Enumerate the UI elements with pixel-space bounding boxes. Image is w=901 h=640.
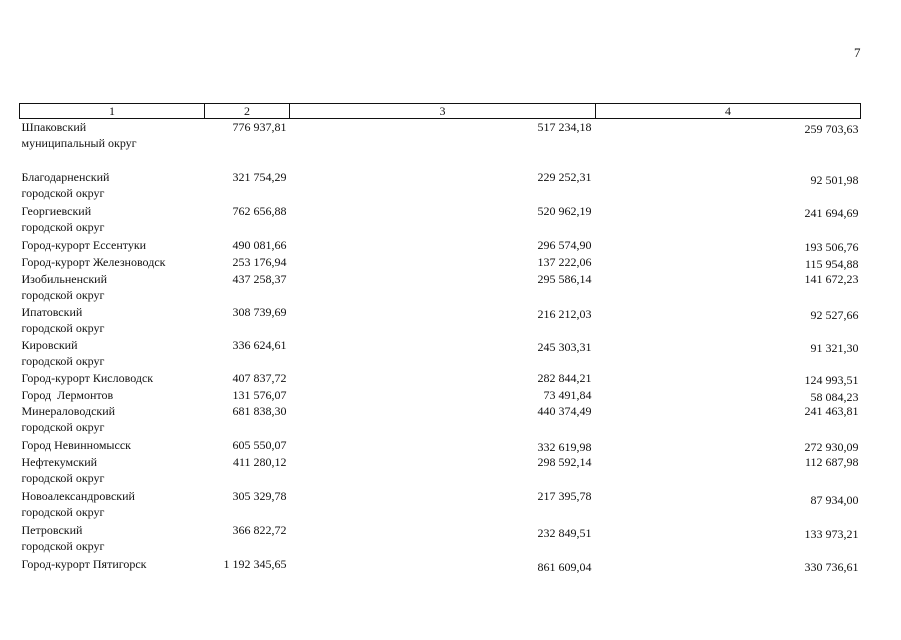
value-col-3: [290, 522, 596, 556]
budget-table: [19, 103, 861, 576]
value-col-3: 440 374,49: [537, 404, 592, 418]
value-col-4-text: 58 084,23: [810, 390, 859, 404]
page-number: 7: [854, 45, 861, 60]
table-row: [20, 254, 861, 271]
value-col-4: 241 463,81: [804, 404, 859, 418]
value-col-3: 282 844,21: [537, 371, 592, 385]
value-col-4: [596, 522, 861, 556]
budget-table-container: [19, 103, 860, 576]
municipality-name: [20, 488, 205, 522]
value-col-4: [596, 169, 861, 203]
municipality-name-line1: Новоалександровский: [21, 489, 135, 503]
column-header-3: 3: [290, 104, 596, 119]
value-col-3: 137 222,06: [537, 255, 592, 269]
municipality-name-line1: Георгиевский: [21, 204, 92, 218]
municipality-name-line1: Шпаковский: [21, 120, 87, 134]
value-col-2: 776 937,81: [232, 120, 287, 134]
municipality-name: [20, 119, 205, 170]
column-header-2: 2: [205, 104, 290, 119]
value-col-4: [596, 556, 861, 576]
value-col-2: 1 192 345,65: [223, 557, 287, 571]
table-row: [20, 556, 861, 576]
value-col-3-text: 861 609,04: [537, 560, 592, 574]
value-col-4-text: 133 973,21: [804, 527, 859, 541]
value-col-4-text: 272 930,09: [804, 440, 859, 454]
municipality-name: [20, 203, 205, 237]
value-col-2: 437 258,37: [232, 272, 287, 286]
value-col-4-text: 241 694,69: [804, 206, 859, 220]
value-col-2: 308 739,69: [232, 305, 287, 319]
table-row: [20, 522, 861, 556]
value-col-2: 411 280,12: [232, 455, 287, 469]
value-col-3: [290, 437, 596, 454]
value-col-4: [596, 370, 861, 387]
table-row: [20, 203, 861, 237]
value-col-4-text: 87 934,00: [810, 493, 859, 507]
table-row: [20, 437, 861, 454]
municipality-name: Город-курорт Кисловодск: [21, 371, 154, 385]
value-col-4-text: 330 736,61: [804, 560, 859, 574]
value-col-4: [596, 119, 861, 170]
table-row: [20, 454, 861, 488]
municipality-name: [20, 337, 205, 370]
table-row: [20, 370, 861, 387]
column-header-4: 4: [596, 104, 861, 119]
header-row: [20, 104, 861, 119]
table-row: [20, 237, 861, 254]
value-col-4: [596, 488, 861, 522]
value-col-3-text: 332 619,98: [537, 440, 592, 454]
value-col-4: [596, 203, 861, 237]
value-col-4-text: 124 993,51: [804, 373, 859, 387]
value-col-3-text: 232 849,51: [537, 526, 592, 540]
value-col-3: 73 491,84: [543, 388, 592, 402]
value-col-3: [290, 304, 596, 337]
value-col-2: 407 837,72: [232, 371, 287, 385]
municipality-name-line1: Минераловодский: [21, 404, 116, 418]
municipality-name-line1: Ипатовский: [21, 305, 83, 319]
municipality-name-line2: городской округ: [21, 420, 105, 434]
value-col-4-text: 115 954,88: [804, 257, 859, 271]
municipality-name-line2: городской округ: [21, 354, 105, 368]
municipality-name: [20, 454, 205, 488]
municipality-name: Город-курорт Ессентуки: [21, 238, 147, 252]
value-col-2: 681 838,30: [232, 404, 287, 418]
municipality-name-line1: Петровский: [21, 523, 83, 537]
municipality-name-line2: городской округ: [21, 471, 105, 485]
municipality-name: [20, 169, 205, 203]
value-col-3: 229 252,31: [537, 170, 592, 184]
value-col-2: 366 822,72: [232, 523, 287, 537]
value-col-4: [596, 437, 861, 454]
value-col-4: [596, 254, 861, 271]
municipality-name-line2: городской округ: [21, 288, 105, 302]
value-col-2: 305 329,78: [232, 489, 287, 503]
value-col-2: 253 176,94: [232, 255, 287, 269]
municipality-name-line1: Нефтекумский: [21, 455, 98, 469]
value-col-4-text: 91 321,30: [810, 341, 859, 355]
municipality-name-line1: Кировский: [21, 338, 78, 352]
table-row: [20, 119, 861, 170]
value-col-3: [290, 337, 596, 370]
value-col-3: 295 586,14: [537, 272, 592, 286]
table-row: [20, 387, 861, 403]
table-row: [20, 403, 861, 437]
table-row: [20, 337, 861, 370]
value-col-2: 490 081,66: [232, 238, 287, 252]
value-col-4: [596, 304, 861, 337]
municipality-name: Город Лермонтов: [21, 388, 114, 402]
value-col-3: 298 592,14: [537, 455, 592, 469]
value-col-3: 296 574,90: [537, 238, 592, 252]
municipality-name-line1: Благодарненский: [21, 170, 110, 184]
value-col-4: 112 687,98: [804, 455, 859, 469]
table-header: [20, 104, 861, 119]
value-col-2: 762 656,88: [232, 204, 287, 218]
value-col-4-text: 92 501,98: [810, 173, 859, 187]
table-row: [20, 488, 861, 522]
column-header-1: 1: [20, 104, 205, 119]
value-col-2: 131 576,07: [232, 388, 287, 402]
value-col-3: 520 962,19: [537, 204, 592, 218]
value-col-4: 141 672,23: [804, 272, 859, 286]
value-col-4-text: 92 527,66: [810, 308, 859, 322]
municipality-name-line2: городской округ: [21, 505, 105, 519]
value-col-4: [596, 337, 861, 370]
value-col-3-text: 245 303,31: [537, 340, 592, 354]
municipality-name: Город-курорт Пятигорск: [21, 557, 147, 571]
value-col-3-text: 216 212,03: [537, 307, 592, 321]
municipality-name: Город-курорт Железноводск: [21, 255, 166, 269]
value-col-2: 321 754,29: [232, 170, 287, 184]
municipality-name-line2: муниципальный округ: [21, 136, 137, 150]
value-col-3: 217 395,78: [537, 489, 592, 503]
value-col-3: 517 234,18: [537, 120, 592, 134]
municipality-name: [20, 403, 205, 437]
table-row: [20, 304, 861, 337]
municipality-name: [20, 271, 205, 304]
municipality-name-line2: городской округ: [21, 321, 105, 335]
value-col-2: 336 624,61: [232, 338, 287, 352]
municipality-name-line2: городской округ: [21, 220, 105, 234]
value-col-3: [290, 556, 596, 576]
table-body: [20, 119, 861, 577]
municipality-name-line2: городской округ: [21, 186, 105, 200]
municipality-name-line1: Изобильненский: [21, 272, 107, 286]
table-row: [20, 169, 861, 203]
value-col-4-text: 259 703,63: [804, 122, 859, 136]
municipality-name-line2: городской округ: [21, 539, 105, 553]
value-col-4: [596, 387, 861, 403]
value-col-4-text: 193 506,76: [804, 240, 859, 254]
value-col-4: [596, 237, 861, 254]
municipality-name: [20, 304, 205, 337]
municipality-name: Город Невинномысск: [21, 438, 131, 452]
value-col-2: 605 550,07: [232, 438, 287, 452]
municipality-name: [20, 522, 205, 556]
table-row: [20, 271, 861, 304]
